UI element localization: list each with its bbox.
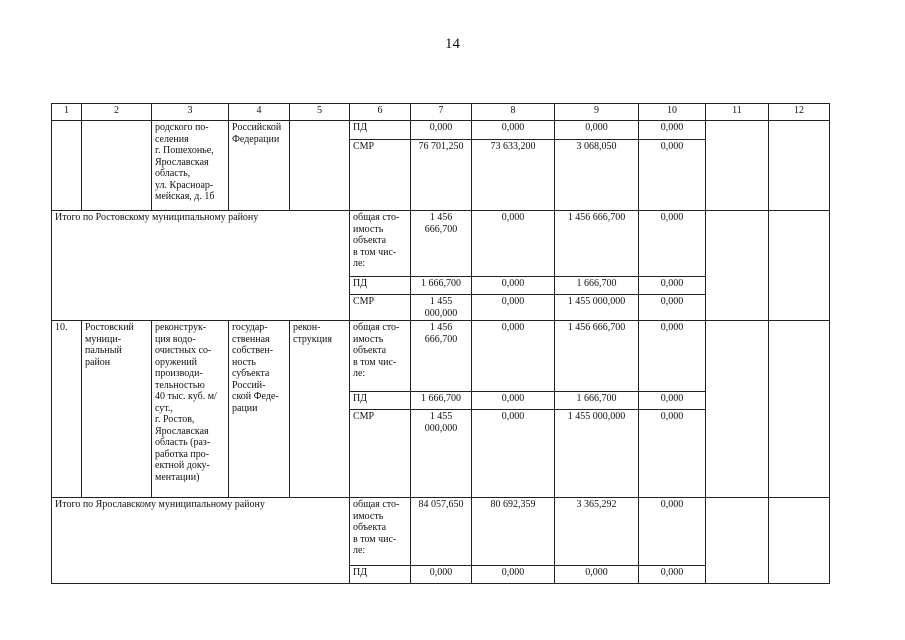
header-cell: 6 (350, 104, 411, 121)
value-cell: 0,000 (472, 277, 555, 295)
value-cell: 1 455 000,000 (555, 295, 639, 321)
value-cell: 1 666,700 (555, 392, 639, 410)
value-cell: 0,000 (555, 566, 639, 584)
header-cell: 3 (152, 104, 229, 121)
district-total-title: Итого по Ростовскому муниципальному району (52, 211, 350, 321)
value-cell: 0,000 (639, 140, 706, 211)
value-cell: 76 701,250 (411, 140, 472, 211)
value-cell: 0,000 (472, 295, 555, 321)
cost-label: СМР (350, 410, 411, 498)
ownership-cell: Российской Федерации (229, 121, 290, 211)
blank-cell (52, 121, 82, 211)
value-cell: 0,000 (639, 321, 706, 392)
value-cell: 0,000 (639, 392, 706, 410)
investment-table (51, 103, 830, 584)
cost-label: ПД (350, 566, 411, 584)
district-cell: Ростовский муници- пальный район (82, 321, 152, 498)
cost-label: общая сто- имость объекта в том чис- ле: (350, 498, 411, 566)
header-row (52, 104, 830, 121)
header-cell: 9 (555, 104, 639, 121)
value-cell: 0,000 (411, 566, 472, 584)
blank-cell (82, 121, 152, 211)
cost-label: ПД (350, 277, 411, 295)
value-cell: 0,000 (472, 410, 555, 498)
value-cell: 80 692,359 (472, 498, 555, 566)
value-cell: 0,000 (639, 295, 706, 321)
value-cell: 0,000 (639, 277, 706, 295)
work-type-cell: рекон- струкция (290, 321, 350, 498)
value-cell: 73 633,200 (472, 140, 555, 211)
page-number: 14 (445, 36, 460, 52)
district-total-title: Итого по Ярославскому муниципальному району (52, 498, 350, 584)
table-row (52, 121, 830, 140)
value-cell: 1 456 666,700 (555, 211, 639, 277)
blank-cell (769, 321, 830, 498)
blank-cell (769, 211, 830, 321)
header-cell: 7 (411, 104, 472, 121)
value-cell: 3 068,050 (555, 140, 639, 211)
value-cell: 0,000 (472, 121, 555, 140)
blank-cell (706, 121, 769, 211)
blank-cell (290, 121, 350, 211)
value-cell: 0,000 (555, 121, 639, 140)
value-cell: 0,000 (472, 211, 555, 277)
cost-label: общая сто- имость объекта в том чис- ле: (350, 321, 411, 392)
value-cell: 0,000 (472, 321, 555, 392)
blank-cell (769, 121, 830, 211)
value-cell: 1 666,700 (411, 277, 472, 295)
object-cell: реконструк- ция водо- очистных со- оружений производи- тельностью 40 тыс. куб. м/ сут., г. Ростов, Ярославская область (раз- работка про- ектной доку- ментации) (152, 321, 229, 498)
value-cell: 0,000 (639, 211, 706, 277)
value-cell: 1 456 666,700 (555, 321, 639, 392)
table-row (52, 211, 830, 277)
value-cell: 1 456 666,700 (411, 321, 472, 392)
cost-label: СМР (350, 295, 411, 321)
header-cell: 5 (290, 104, 350, 121)
header-cell: 10 (639, 104, 706, 121)
header-cell: 8 (472, 104, 555, 121)
value-cell: 0,000 (639, 121, 706, 140)
value-cell: 1 666,700 (555, 277, 639, 295)
blank-cell (706, 498, 769, 584)
value-cell: 84 057,650 (411, 498, 472, 566)
value-cell: 0,000 (472, 392, 555, 410)
value-cell: 1 455 000,000 (411, 410, 472, 498)
value-cell: 0,000 (639, 566, 706, 584)
value-cell: 1 666,700 (411, 392, 472, 410)
table-row (52, 498, 830, 566)
table-row (52, 321, 830, 392)
value-cell: 1 456 666,700 (411, 211, 472, 277)
blank-cell (769, 498, 830, 584)
cost-label: общая сто- имость объекта в том чис- ле: (350, 211, 411, 277)
value-cell: 0,000 (639, 498, 706, 566)
header-cell: 1 (52, 104, 82, 121)
value-cell: 1 455 000,000 (411, 295, 472, 321)
cost-label: СМР (350, 140, 411, 211)
cost-label: ПД (350, 392, 411, 410)
object-cell: родского по- селения г. Пошехонье, Ярославская область, ул. Красноар- мейская, д. 1б (152, 121, 229, 211)
ownership-cell: государ- ственная собствен- ность субъекта Россий- ской Феде- рации (229, 321, 290, 498)
blank-cell (706, 321, 769, 498)
blank-cell (706, 211, 769, 321)
item-number: 10. (52, 321, 82, 498)
header-cell: 2 (82, 104, 152, 121)
value-cell: 0,000 (472, 566, 555, 584)
header-cell: 11 (706, 104, 769, 121)
header-cell: 4 (229, 104, 290, 121)
header-cell: 12 (769, 104, 830, 121)
value-cell: 0,000 (411, 121, 472, 140)
value-cell: 3 365,292 (555, 498, 639, 566)
value-cell: 1 455 000,000 (555, 410, 639, 498)
cost-label: ПД (350, 121, 411, 140)
value-cell: 0,000 (639, 410, 706, 498)
